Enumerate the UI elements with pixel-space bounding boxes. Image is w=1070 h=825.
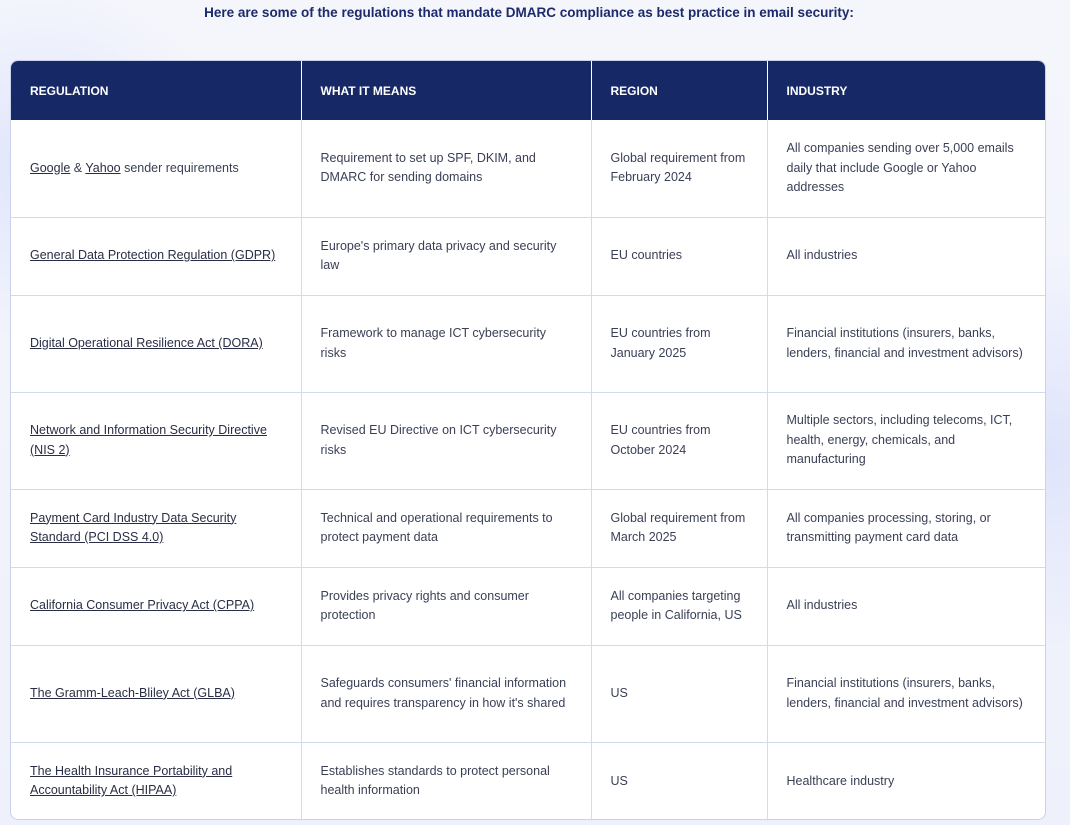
header-regulation: REGULATION	[11, 61, 301, 120]
cppa-link[interactable]: California Consumer Privacy Act (CPPA)	[30, 598, 255, 613]
industry-cell: All industries	[767, 217, 1046, 295]
meaning-cell: Safeguards consumers' financial information and requires transparency in how it's shared	[301, 645, 591, 742]
region-cell: EU countries from October 2024	[591, 392, 767, 489]
region-cell: EU countries from January 2025	[591, 295, 767, 392]
region-cell: EU countries	[591, 217, 767, 295]
meaning-cell: Requirement to set up SPF, DKIM, and DMARC for sending domains	[301, 120, 591, 217]
meaning-cell: Revised EU Directive on ICT cybersecurity risks	[301, 392, 591, 489]
industry-cell: Multiple sectors, including telecoms, ICT, health, energy, chemicals, and manufacturing	[767, 392, 1046, 489]
meaning-cell: Europe's primary data privacy and security law	[301, 217, 591, 295]
table-header-row	[11, 61, 1046, 120]
regulation-suffix: sender requirements	[120, 160, 239, 175]
industry-cell: Healthcare industry	[767, 742, 1046, 820]
region-cell: Global requirement from February 2024	[591, 120, 767, 217]
regulation-cell	[11, 645, 301, 742]
table-row	[11, 217, 1046, 295]
gdpr-link[interactable]: General Data Protection Regulation (GDPR)	[30, 248, 276, 263]
yahoo-link[interactable]: Yahoo	[85, 160, 121, 175]
table-row	[11, 567, 1046, 645]
regulation-cell	[11, 742, 301, 820]
table-row	[11, 489, 1046, 567]
regulation-cell	[11, 120, 301, 217]
regulation-cell	[11, 295, 301, 392]
regulation-cell	[11, 217, 301, 295]
regulation-cell	[11, 567, 301, 645]
industry-cell: All industries	[767, 567, 1046, 645]
nis2-link[interactable]: Network and Information Security Directive (NIS 2)	[30, 423, 267, 457]
region-cell: US	[591, 742, 767, 820]
regulation-cell	[11, 392, 301, 489]
pci-dss-link[interactable]: Payment Card Industry Data Security Standard (PCI DSS 4.0)	[30, 510, 237, 544]
ampersand-text: &	[70, 160, 86, 175]
meaning-cell: Provides privacy rights and consumer protection	[301, 567, 591, 645]
google-link[interactable]: Google	[30, 160, 71, 175]
regulation-cell	[11, 489, 301, 567]
meaning-cell: Framework to manage ICT cybersecurity risks	[301, 295, 591, 392]
header-what-it-means: WHAT IT MEANS	[301, 61, 591, 120]
table-row	[11, 295, 1046, 392]
table-row	[11, 392, 1046, 489]
industry-cell: Financial institutions (insurers, banks, lenders, financial and investment advisors)	[767, 295, 1046, 392]
table-row	[11, 120, 1046, 217]
region-cell: US	[591, 645, 767, 742]
region-cell: Global requirement from March 2025	[591, 489, 767, 567]
table-row	[11, 645, 1046, 742]
meaning-cell: Technical and operational requirements to protect payment data	[301, 489, 591, 567]
regulations-table	[10, 60, 1046, 820]
header-region: REGION	[591, 61, 767, 120]
hipaa-link[interactable]: The Health Insurance Portability and Accountability Act (HIPAA)	[30, 763, 233, 798]
meaning-cell: Establishes standards to protect personal health information	[301, 742, 591, 820]
header-industry: INDUSTRY	[786, 83, 848, 98]
dora-link[interactable]: Digital Operational Resilience Act (DORA)	[30, 335, 263, 350]
industry-cell: All companies sending over 5,000 emails daily that include Google or Yahoo addresses	[786, 141, 1014, 194]
region-cell: All companies targeting people in California, US	[591, 567, 767, 645]
table-row	[11, 742, 1046, 820]
industry-cell: All companies processing, storing, or transmitting payment card data	[767, 489, 1046, 567]
glba-link[interactable]: The Gramm-Leach-Bliley Act (GLBA)	[30, 685, 235, 700]
industry-cell: Financial institutions (insurers, banks, lenders, financial and investment advisors)	[767, 645, 1046, 742]
intro-heading: Here are some of the regulations that mandate DMARC compliance as best practice in email security:	[204, 5, 854, 20]
